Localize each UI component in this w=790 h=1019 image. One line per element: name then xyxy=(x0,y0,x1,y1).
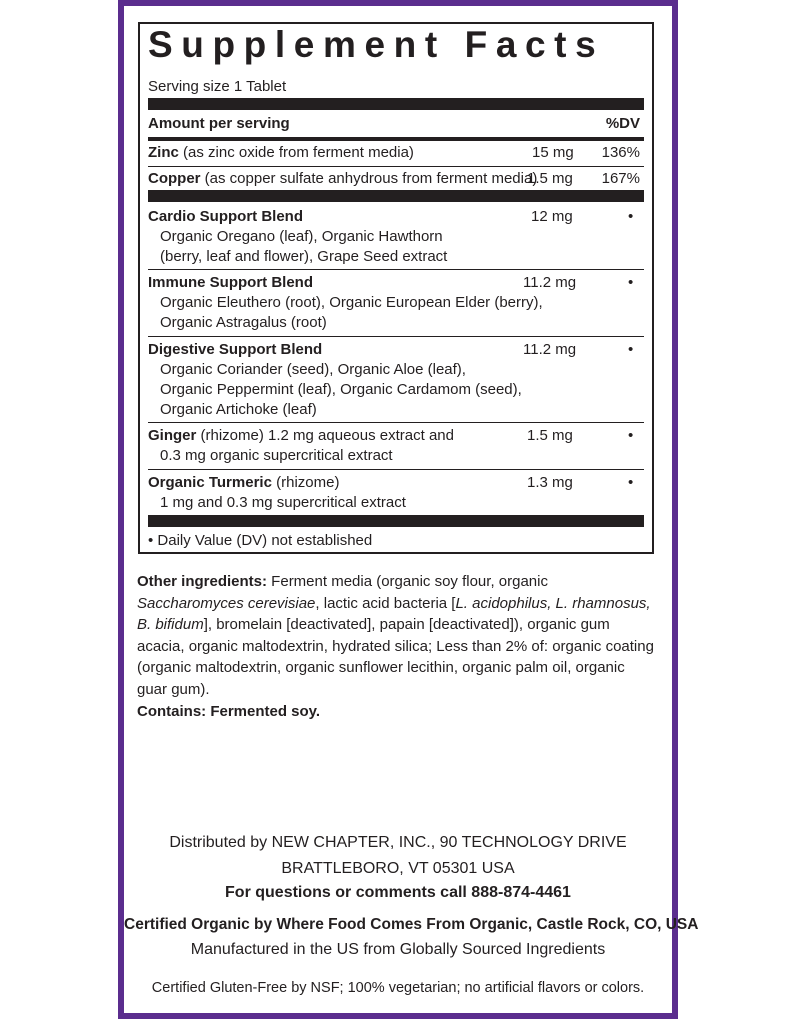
nutrient-name: Copper xyxy=(148,170,201,187)
other-ingredients xyxy=(137,571,657,701)
blend-amount: 12 mg xyxy=(531,208,573,225)
blend-dv: • xyxy=(628,208,634,225)
blend-dv: • xyxy=(628,274,634,291)
row-divider xyxy=(148,422,644,423)
other-ingredients-text: ], bromelain [deactivated], papain [deactivated]), organic gum acacia, organic maltodextrin, hydrated silica; Less than 2% of: organic coating (organic maltodextrin, organic sunflower lecithin, organic palm oil, organic guar gum). xyxy=(137,616,654,698)
row-divider xyxy=(148,166,644,167)
manufactured-line: Manufactured in the US from Globally Sourced Ingredients xyxy=(190,941,606,958)
dv-footnote: • Daily Value (DV) not established xyxy=(148,532,373,549)
gluten-free-line: Certified Gluten-Free by NSF; 100% vegetarian; no artificial flavors or colors. xyxy=(151,980,645,996)
blend-amount: 1.5 mg xyxy=(527,427,573,444)
thick-rule xyxy=(148,515,644,527)
blend-amount: 11.2 mg xyxy=(523,341,577,358)
blend-dv: • xyxy=(628,474,634,491)
blend-amount: 11.2 mg xyxy=(523,274,577,291)
other-ingredients-label: Other ingredients: xyxy=(137,573,268,590)
certified-organic-line: Certified Organic by Where Food Comes From Organic, Castle Rock, CO, USA xyxy=(124,916,699,933)
allergen-statement: Contains: Fermented soy. xyxy=(137,703,321,720)
distributor-line: BRATTLEBORO, VT 05301 USA xyxy=(281,860,515,877)
blend-ingredients: 1 mg and 0.3 mg supercritical extract xyxy=(160,494,406,511)
contact-line: For questions or comments call 888-874-4461 xyxy=(225,884,571,901)
blend-name: Immune Support Blend xyxy=(148,274,313,291)
row-divider xyxy=(148,336,644,337)
nutrient-dv: 167% xyxy=(601,170,640,187)
medium-rule xyxy=(148,137,644,141)
amount-header: Amount per serving xyxy=(148,115,290,132)
other-ingredients-italic: Saccharomyces cerevisiae xyxy=(137,594,316,612)
blend-ingredients: Organic Coriander (seed), Organic Aloe (leaf), xyxy=(160,361,466,378)
nutrient-amount: 1.5 mg xyxy=(527,170,573,187)
nutrient-amount: 15 mg xyxy=(532,144,574,161)
blend-name: Digestive Support Blend xyxy=(148,341,323,358)
blend-ingredients: Organic Peppermint (leaf), Organic Cardamom (seed), xyxy=(160,381,522,398)
blend-name: Ginger xyxy=(148,427,197,444)
nutrient-detail: (as copper sulfate anhydrous from ferment media) xyxy=(200,170,538,187)
blend-amount: 1.3 mg xyxy=(527,474,573,491)
blend-detail: (rhizome) 1.2 mg aqueous extract and xyxy=(196,427,454,444)
blend-dv: • xyxy=(628,427,634,444)
blend-name: Organic Turmeric xyxy=(148,474,272,491)
blend-ingredients: Organic Astragalus (root) xyxy=(160,314,327,331)
nutrient-dv: 136% xyxy=(601,144,640,161)
other-ingredients-italic: L. acidophilus, L. rhamnosus, B. bifidum xyxy=(137,594,651,634)
blend-name: Cardio Support Blend xyxy=(148,208,303,225)
distributor-line: Distributed by NEW CHAPTER, INC., 90 TECHNOLOGY DRIVE xyxy=(169,834,627,851)
dv-header: %DV xyxy=(605,115,640,132)
nutrient-detail: (as zinc oxide from ferment media) xyxy=(178,144,414,161)
row-divider xyxy=(148,469,644,470)
row-divider xyxy=(148,269,644,270)
blend-ingredients: Organic Eleuthero (root), Organic European Elder (berry), xyxy=(160,294,543,311)
blend-ingredients: (berry, leaf and flower), Grape Seed extract xyxy=(160,248,448,265)
blend-detail: (rhizome) xyxy=(271,474,340,491)
blend-dv: • xyxy=(628,341,634,358)
supplement-facts-panel xyxy=(138,22,654,554)
serving-size: Serving size 1 Tablet xyxy=(148,78,287,95)
other-ingredients-text: , lactic acid bacteria [ xyxy=(315,594,456,612)
nutrient-name: Zinc xyxy=(148,144,179,161)
thick-rule xyxy=(148,98,644,110)
blend-ingredients: 0.3 mg organic supercritical extract xyxy=(160,447,393,464)
other-ingredients-text: Ferment media (organic soy flour, organic xyxy=(267,573,548,590)
thick-rule xyxy=(148,190,644,202)
blend-ingredients: Organic Oregano (leaf), Organic Hawthorn xyxy=(160,228,443,245)
blend-ingredients: Organic Artichoke (leaf) xyxy=(160,401,317,418)
facts-title: Supplement Facts xyxy=(148,24,605,65)
